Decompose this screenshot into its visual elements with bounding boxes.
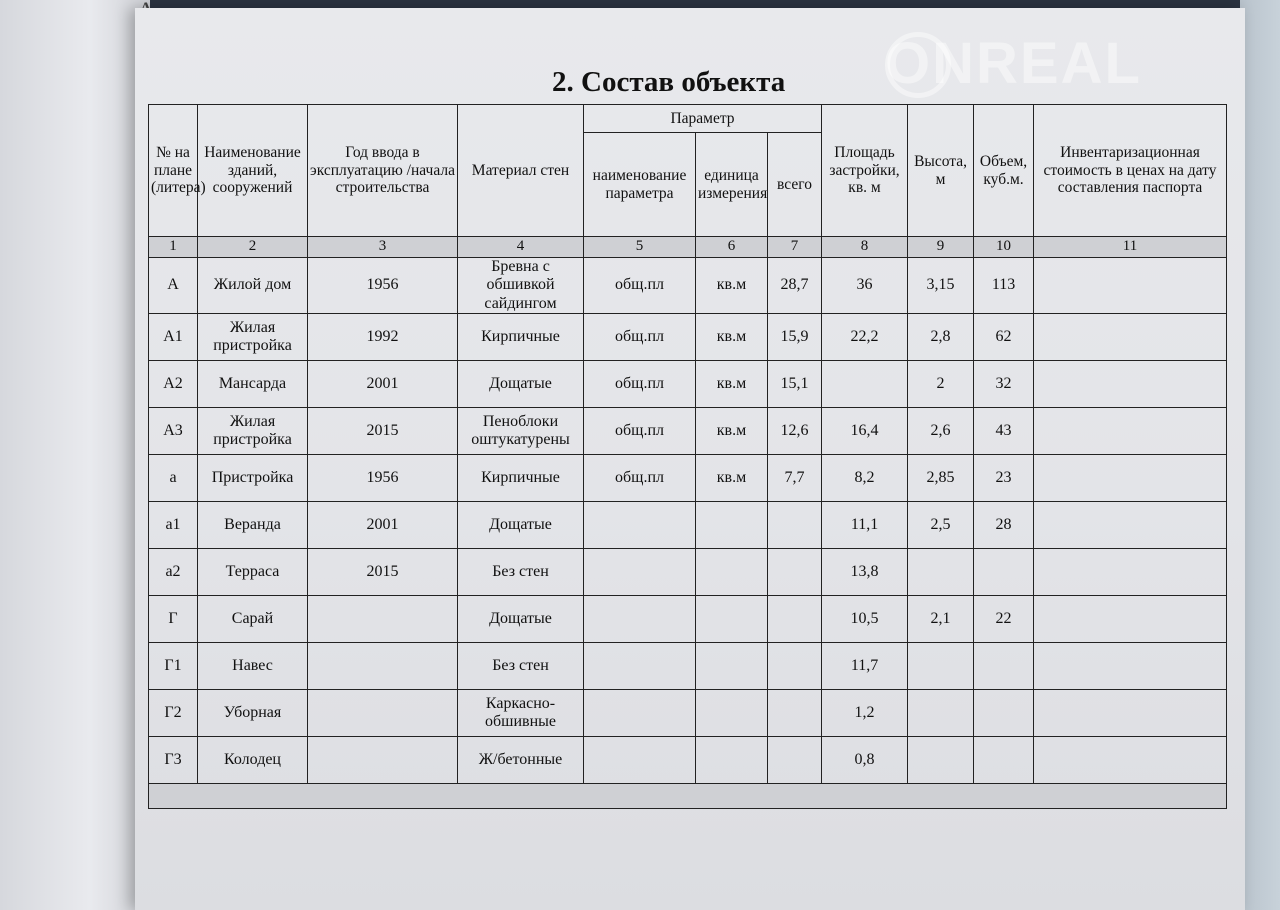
cell-lit: а2 <box>149 549 198 596</box>
cell-total: 7,7 <box>768 455 822 502</box>
cell-material: Без стен <box>458 549 584 596</box>
cell-name: Веранда <box>198 502 308 549</box>
cell-year <box>308 737 458 784</box>
cell-height: 2,1 <box>908 596 974 643</box>
column-number-10: 10 <box>974 237 1034 258</box>
cell-year: 1992 <box>308 314 458 361</box>
cell-area: 8,2 <box>822 455 908 502</box>
cell-volume: 113 <box>974 258 1034 314</box>
cell-param <box>584 690 696 737</box>
cell-param <box>584 596 696 643</box>
table-row <box>149 690 1227 737</box>
cell-volume <box>974 549 1034 596</box>
cell-area: 11,7 <box>822 643 908 690</box>
cell-name: Жилая пристройка <box>198 408 308 455</box>
cell-unit: кв.м <box>696 408 768 455</box>
cell-param: общ.пл <box>584 361 696 408</box>
column-number-6: 6 <box>696 237 768 258</box>
cell-material: Дощатые <box>458 596 584 643</box>
cell-name: Уборная <box>198 690 308 737</box>
cell-cost <box>1034 314 1227 361</box>
header-col5: наименование параметра <box>584 133 696 237</box>
cell-cost <box>1034 690 1227 737</box>
cell-height <box>908 643 974 690</box>
cell-cost <box>1034 737 1227 784</box>
column-number-9: 9 <box>908 237 974 258</box>
cell-param <box>584 737 696 784</box>
cell-material: Без стен <box>458 643 584 690</box>
cell-material: Кирпичные <box>458 455 584 502</box>
column-number-2: 2 <box>198 237 308 258</box>
cell-material: Дощатые <box>458 361 584 408</box>
cell-name: Навес <box>198 643 308 690</box>
cell-lit: А <box>149 258 198 314</box>
cell-area: 10,5 <box>822 596 908 643</box>
cell-area: 22,2 <box>822 314 908 361</box>
header-col3: Год ввода в эксплуатацию /начала строительства <box>308 105 458 237</box>
cell-height: 2,6 <box>908 408 974 455</box>
table-row <box>149 549 1227 596</box>
cell-unit: кв.м <box>696 258 768 314</box>
header-col7: всего <box>768 133 822 237</box>
column-number-4: 4 <box>458 237 584 258</box>
cell-lit: а1 <box>149 502 198 549</box>
cell-param: общ.пл <box>584 314 696 361</box>
column-number-row <box>149 237 1227 258</box>
cell-param <box>584 643 696 690</box>
header-col1: № на плане (литера) <box>149 105 198 237</box>
table-row <box>149 408 1227 455</box>
cell-name: Жилой дом <box>198 258 308 314</box>
column-number-3: 3 <box>308 237 458 258</box>
cell-unit <box>696 502 768 549</box>
cell-height: 3,15 <box>908 258 974 314</box>
page-title: 2. Состав объекта <box>552 66 786 98</box>
right-page-edge <box>1240 0 1280 910</box>
cell-cost <box>1034 455 1227 502</box>
cell-lit: Г3 <box>149 737 198 784</box>
cell-height: 2 <box>908 361 974 408</box>
header-col4: Материал стен <box>458 105 584 237</box>
cell-material: Каркасно-обшивные <box>458 690 584 737</box>
table-row <box>149 455 1227 502</box>
table-footer-row <box>149 784 1227 809</box>
cell-year: 1956 <box>308 455 458 502</box>
cell-cost <box>1034 643 1227 690</box>
cell-param: общ.пл <box>584 408 696 455</box>
cell-year: 2001 <box>308 361 458 408</box>
cell-total: 12,6 <box>768 408 822 455</box>
cell-lit: Г1 <box>149 643 198 690</box>
cell-param: общ.пл <box>584 455 696 502</box>
cell-param <box>584 549 696 596</box>
cell-material: Ж/бетонные <box>458 737 584 784</box>
cell-cost <box>1034 596 1227 643</box>
cell-unit <box>696 737 768 784</box>
cell-height: 2,8 <box>908 314 974 361</box>
cell-area: 36 <box>822 258 908 314</box>
table-footer-cell <box>149 784 1227 809</box>
cell-year: 1956 <box>308 258 458 314</box>
cell-height <box>908 737 974 784</box>
header-col6: единица измерения <box>696 133 768 237</box>
cell-cost <box>1034 361 1227 408</box>
cell-total <box>768 502 822 549</box>
column-number-1: 1 <box>149 237 198 258</box>
cell-total <box>768 643 822 690</box>
cell-unit <box>696 643 768 690</box>
cell-volume: 23 <box>974 455 1034 502</box>
header-col11: Инвентаризационная стоимость в ценах на дату составления паспорта <box>1034 105 1227 237</box>
cell-lit: а <box>149 455 198 502</box>
cell-name: Колодец <box>198 737 308 784</box>
cell-year <box>308 690 458 737</box>
cell-total <box>768 596 822 643</box>
cell-param <box>584 502 696 549</box>
cell-cost <box>1034 549 1227 596</box>
cell-area: 11,1 <box>822 502 908 549</box>
cell-total: 15,9 <box>768 314 822 361</box>
left-page-edge <box>0 0 150 910</box>
cell-name: Сарай <box>198 596 308 643</box>
header-param-group: Параметр <box>584 105 822 133</box>
column-number-8: 8 <box>822 237 908 258</box>
header-col10: Объем, куб.м. <box>974 105 1034 237</box>
cell-area: 0,8 <box>822 737 908 784</box>
cell-material: Дощатые <box>458 502 584 549</box>
cell-area: 1,2 <box>822 690 908 737</box>
cell-area: 16,4 <box>822 408 908 455</box>
cell-total <box>768 737 822 784</box>
cell-name: Мансарда <box>198 361 308 408</box>
cell-total <box>768 690 822 737</box>
cell-unit: кв.м <box>696 361 768 408</box>
cell-year: 2015 <box>308 549 458 596</box>
cell-unit: кв.м <box>696 455 768 502</box>
column-number-7: 7 <box>768 237 822 258</box>
cell-volume: 28 <box>974 502 1034 549</box>
table-row <box>149 596 1227 643</box>
cell-unit: кв.м <box>696 314 768 361</box>
cell-volume: 62 <box>974 314 1034 361</box>
cell-volume <box>974 643 1034 690</box>
cell-lit: А2 <box>149 361 198 408</box>
cell-volume <box>974 737 1034 784</box>
cell-year <box>308 643 458 690</box>
header-col9: Высота, м <box>908 105 974 237</box>
cell-cost <box>1034 502 1227 549</box>
header-col2: Наименование зданий, сооружений <box>198 105 308 237</box>
cell-cost <box>1034 408 1227 455</box>
cell-name: Пристройка <box>198 455 308 502</box>
cell-lit: А1 <box>149 314 198 361</box>
column-number-11: 11 <box>1034 237 1227 258</box>
cell-unit <box>696 690 768 737</box>
cell-total <box>768 549 822 596</box>
cell-material: Бревна с обшивкой сайдингом <box>458 258 584 314</box>
table-row <box>149 258 1227 314</box>
table-row <box>149 737 1227 784</box>
watermark: ONREAL <box>885 31 1142 96</box>
cell-volume: 32 <box>974 361 1034 408</box>
table-row <box>149 502 1227 549</box>
cell-height <box>908 690 974 737</box>
table-row <box>149 314 1227 361</box>
cell-lit: Г2 <box>149 690 198 737</box>
cell-lit: Г <box>149 596 198 643</box>
cell-name: Жилая пристройка <box>198 314 308 361</box>
cell-material: Кирпичные <box>458 314 584 361</box>
cell-area: 13,8 <box>822 549 908 596</box>
table-row <box>149 361 1227 408</box>
cell-total: 15,1 <box>768 361 822 408</box>
cell-area <box>822 361 908 408</box>
cell-year <box>308 596 458 643</box>
cell-unit <box>696 596 768 643</box>
cell-height: 2,85 <box>908 455 974 502</box>
cell-volume: 43 <box>974 408 1034 455</box>
cell-year: 2001 <box>308 502 458 549</box>
header-col8: Площадь застройки, кв. м <box>822 105 908 237</box>
cell-material: Пеноблоки оштукатурены <box>458 408 584 455</box>
cell-height: 2,5 <box>908 502 974 549</box>
cell-height <box>908 549 974 596</box>
cell-name: Терраса <box>198 549 308 596</box>
table-row <box>149 643 1227 690</box>
cell-lit: А3 <box>149 408 198 455</box>
cell-volume: 22 <box>974 596 1034 643</box>
table-header-row <box>149 105 1227 133</box>
column-number-5: 5 <box>584 237 696 258</box>
cell-param: общ.пл <box>584 258 696 314</box>
object-composition-table <box>148 104 1227 809</box>
cell-cost <box>1034 258 1227 314</box>
cell-unit <box>696 549 768 596</box>
cell-volume <box>974 690 1034 737</box>
cell-year: 2015 <box>308 408 458 455</box>
cell-total: 28,7 <box>768 258 822 314</box>
